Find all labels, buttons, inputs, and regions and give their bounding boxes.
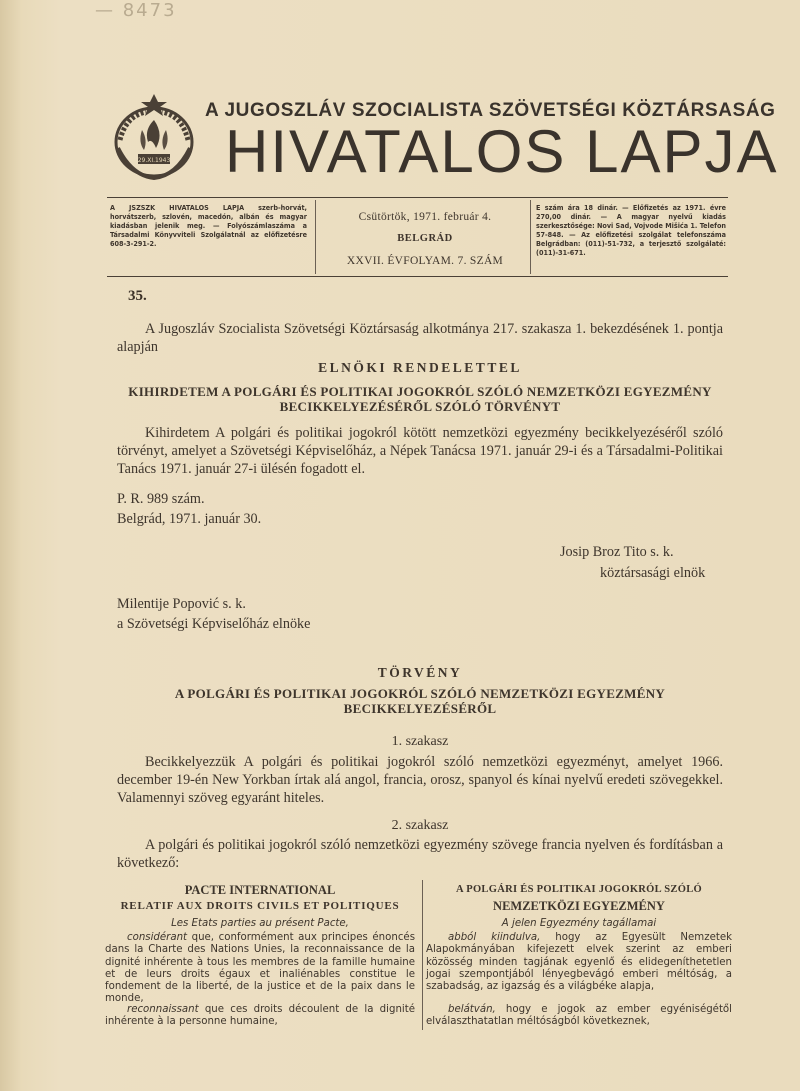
state-emblem-icon (112, 90, 196, 182)
proclaim-title: KIHIRDETEM A POLGÁRI ÉS POLITIKAI JOGOKRÓL SZÓLÓ NEMZETKÖZI EGYEZMÉNY BECIKKELYEZÉSÉRŐL SZÓLÓ TÖRVÉNYT (128, 384, 712, 414)
signer-tito-name: Josip Broz Tito s. k. (560, 544, 674, 560)
subscription-info: A JSZSZK HIVATALOS LAPJA szerb-horvát, horvátszerb, szlovén, macedón, albán és magyar kiadásban jelenik meg. — Folyószámlaszáma a Társadalmi Könyvviteli Szolgálatnál az előfizetésre 608-3-291-2. (110, 203, 307, 248)
section-1-heading: 1. szakasz (391, 734, 449, 749)
signer-tito-title: köztársasági elnök (600, 565, 706, 581)
signer-popovic-title: a Szövetségi Képviselőház elnöke (117, 616, 311, 632)
section-2-heading: 2. szakasz (391, 818, 449, 833)
fr-title-1: PACTE INTERNATIONAL (184, 883, 336, 897)
column-divider (422, 880, 423, 1030)
hu-paragraph-1: abból kiindulva, hogy az Egyesült Nemzetek Alapokmányában kifejezett elvek szerint az emberi közösség minden tagjának egyenlő és elidegeníthetetlen jogai szempontjából lényegbevágó emberi méltóság, a szabadság, az igazság és a világbéke alapja, (426, 932, 732, 993)
hu-lead: A jelen Egyezmény tagállamai (501, 918, 657, 929)
hu-paragraph-2: belátván, hogy e jogok az ember egyéniségétől elválaszthatatlan méltóságból következnek, (426, 1004, 732, 1028)
proclaim-text: Kihirdetem A polgári és politikai jogokról kötött nemzetközi egyezmény becikkelyezéséről szóló törvényt, amelyet a Szövetségi Képviselőház, a Népek Tanácsa 1971. január 29-i és a Társadalmi-Politikai Tanács 1971. január 27-i ülésén fogadott el. (117, 425, 723, 477)
issue-city: BELGRÁD (397, 233, 453, 244)
republic-name: A JUGOSZLÁV SZOCIALISTA SZÖVETSÉGI KÖZTÁRSASÁG (205, 100, 776, 121)
masthead-title: HIVATALOS LAPJA (225, 118, 779, 185)
emblem-date: 29.XI.1943 (137, 157, 171, 164)
pr-number: P. R. 989 szám. (117, 491, 205, 507)
fr-lead: Les Etats parties au présent Pacte, (171, 918, 349, 929)
fr-paragraph-1: considérant que, conformément aux principes énoncés dans la Charte des Nations Unies, la reconnaissance de la dignité inhérente à tous les membres de la famille humaine et de leurs droits égaux et inaliénables constitue le fondement de la liberté, de la justice et de la paix dans le monde, (105, 932, 415, 1005)
decree-heading: ELNÖKI RENDELETTEL (318, 360, 522, 375)
fr-paragraph-2: reconnaissant que ces droits découlent de la dignité inhérente à la personne humaine, (105, 1004, 415, 1028)
hu-title-2: NEMZETKÖZI EGYEZMÉNY (493, 899, 665, 913)
signer-popovic-name: Milentije Popović s. k. (117, 596, 246, 612)
header-divider-left (315, 200, 316, 274)
issue-volume: XXVII. ÉVFOLYAM. 7. SZÁM (346, 255, 504, 267)
law-title: A POLGÁRI ÉS POLITIKAI JOGOKRÓL SZÓLÓ NEMZETKÖZI EGYEZMÉNY BECIKKELYEZÉSÉRŐL (174, 686, 666, 716)
section-1-text: Becikkelyezzük A polgári és politikai jogokról szóló nemzetközi egyezményt, amelyet 1966. december 19-én New Yorkban írtak alá angol, francia, orosz, spanyol és kínai nyelvű eredeti szövegekkel. Valamennyi szöveg egyaránt hiteles. (117, 754, 723, 806)
place-date: Belgrád, 1971. január 30. (117, 511, 262, 527)
section-2-text: A polgári és politikai jogokról szóló nemzetközi egyezmény szövege francia nyelven és fordításban a következő: (117, 837, 723, 871)
hu-title-1: A POLGÁRI ÉS POLITIKAI JOGOKRÓL SZÓLÓ (456, 884, 702, 895)
intro-paragraph: A Jugoszláv Szocialista Szövetségi Köztársaság alkotmánya 217. szakasza 1. bekezdésének 1. pontja alapján (117, 321, 723, 355)
price-info: E szám ára 18 dinár. — Előfizetés az 1971. évre 270,00 dinár. — A magyar nyelvű kiadás szerkesztősége: Novi Sad, Vojvode Mišića 1. Telefon 57-848. — Az előfizetési szolgálat telefonszáma Belgrádban: (011)-51-732, a terjesztő szolgálaté: (011)-31-671. (536, 203, 726, 257)
act-number: 35. (128, 288, 147, 304)
archive-stamp: — 8473 (95, 0, 177, 21)
law-heading: TÖRVÉNY (377, 665, 463, 680)
header-rule-bottom (107, 276, 728, 277)
fr-title-2: RELATIF AUX DROITS CIVILS ET POLITIQUES (120, 900, 400, 912)
issue-date: Csütörtök, 1971. február 4. (358, 211, 492, 223)
header-rule-top (107, 197, 728, 198)
header-divider-right (530, 200, 531, 274)
issue-info (320, 206, 530, 272)
